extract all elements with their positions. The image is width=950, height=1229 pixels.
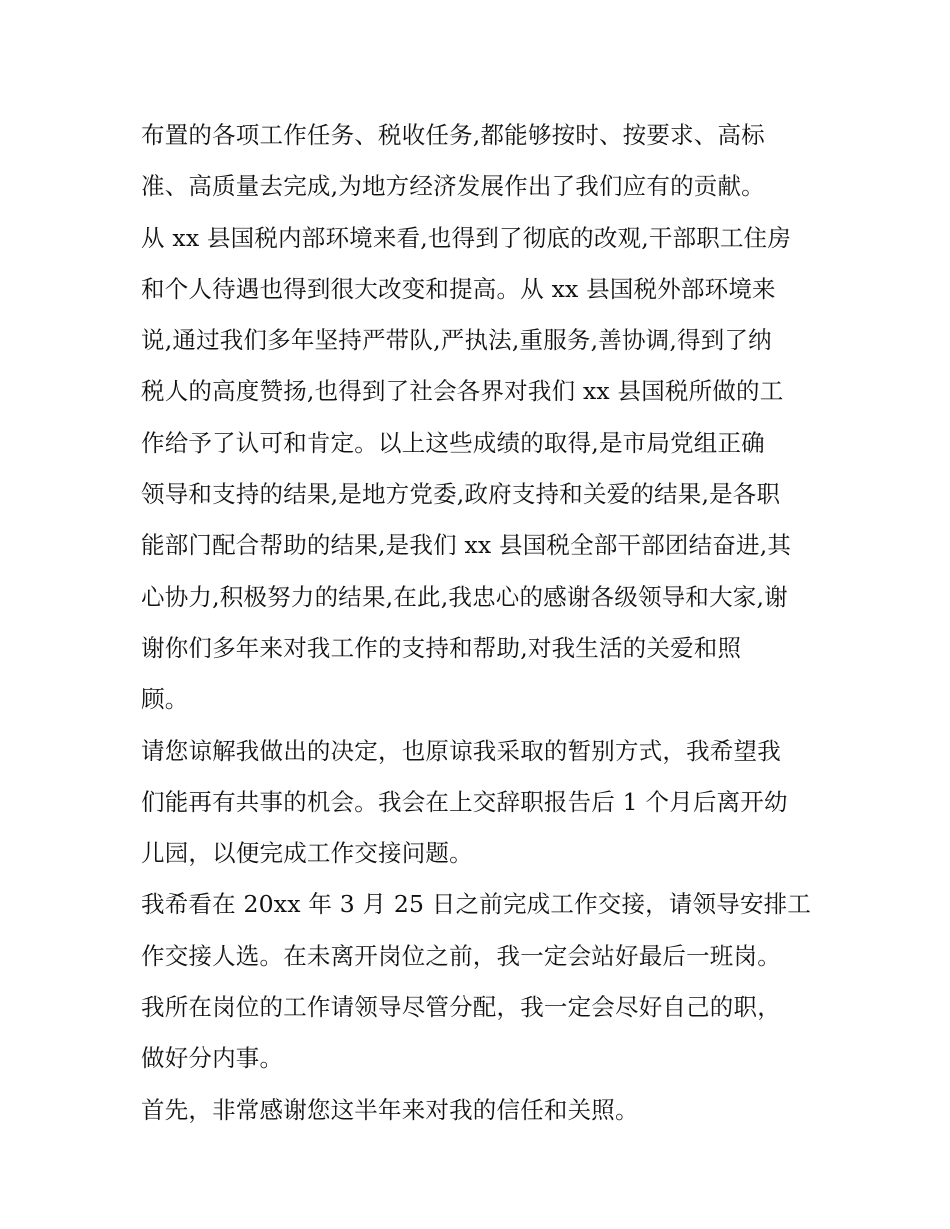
text-line: 儿园，以便完成工作交接问题。 (141, 839, 473, 868)
text-line: 顾。 (141, 685, 189, 714)
text-line: 心协力,积极努力的结果,在此,我忠心的感谢各级领导和大家,谢 (141, 582, 788, 611)
text-line: 领导和支持的结果,是地方党委,政府支持和关爱的结果,是各职 (141, 480, 781, 509)
text-line: 我希看在 20xx 年 3 月 25 日之前完成工作交接，请领导安排工 (141, 890, 812, 919)
text-line: 请您谅解我做出的决定，也原谅我采取的暂别方式，我希望我 (141, 736, 781, 765)
text-line: 首先，非常感谢您这半年来对我的信任和关照。 (141, 1095, 639, 1124)
document-body (141, 110, 821, 1136)
text-line: 作给予了认可和肯定。以上这些成绩的取得,是市局党组正确 (141, 428, 765, 457)
text-line: 税人的高度赞扬,也得到了社会各界对我们 xx 县国税所做的工 (141, 377, 784, 406)
text-line: 谢你们多年来对我工作的支持和帮助,对我生活的关爱和照 (141, 633, 742, 662)
text-line: 准、高质量去完成,为地方经济发展作出了我们应有的贡献。 (141, 172, 765, 201)
text-line: 能部门配合帮助的结果,是我们 xx 县国税全部干部团结奋进,其 (141, 531, 792, 560)
text-line: 作交接人选。在未离开岗位之前，我一定会站好最后一班岗。 (141, 941, 781, 970)
text-line: 和个人待遇也得到很大改变和提高。从 xx 县国税外部环境来 (141, 274, 776, 303)
text-line: 们能再有共事的机会。我会在上交辞职报告后 1 个月后离开幼 (141, 787, 788, 816)
text-line: 做好分内事。 (141, 1044, 284, 1073)
text-line: 说,通过我们多年坚持严带队,严执法,重服务,善协调,得到了纳 (141, 326, 772, 355)
text-line: 从 xx 县国税内部环境来看,也得到了彻底的改观,干部职工住房 (141, 223, 792, 252)
text-line: 布置的各项工作任务、税收任务,都能够按时、按要求、高标 (141, 121, 765, 149)
text-line: 我所在岗位的工作请领导尽管分配，我一定会尽好自己的职， (141, 993, 781, 1022)
